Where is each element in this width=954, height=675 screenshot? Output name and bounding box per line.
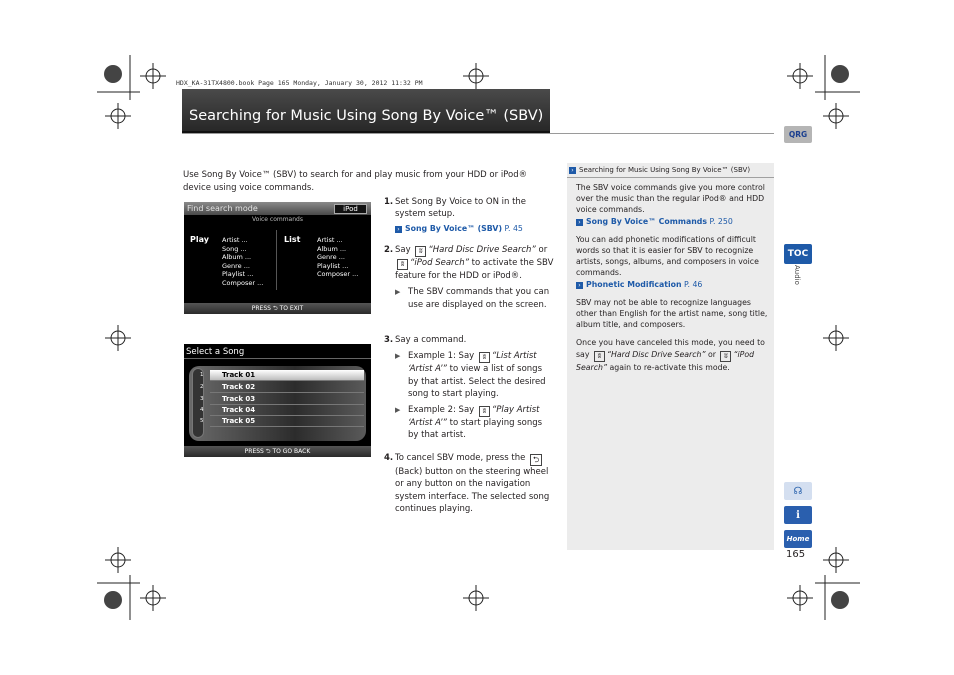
step-text: Say	[395, 245, 414, 255]
list-item: Artist ...	[317, 236, 343, 244]
step-text: to view a list of songs by that artist. Select the desired song to start playing.	[408, 364, 546, 399]
voice-command: “iPod Search”	[410, 258, 469, 268]
link-label: Song By Voice™ Commands	[586, 216, 707, 226]
link-page: P. 46	[681, 279, 703, 289]
track-number: 3	[200, 396, 204, 402]
bullet-note: ▶ The SBV commands that you can use are displayed on the screen.	[395, 286, 555, 311]
voice-commands-screen	[184, 202, 371, 314]
list-item: Album ...	[222, 253, 252, 262]
step-text: (Back) button on the steering wheel or any button on the navigation system interface. The selected song continues playing.	[395, 467, 550, 514]
track-row	[200, 405, 364, 416]
track-number: 4	[200, 407, 204, 413]
step-text: in the system setup.	[395, 197, 527, 220]
step-number: 1.	[384, 197, 394, 207]
play-command-list	[222, 236, 263, 288]
step-text: to	[471, 197, 486, 207]
list-label: List	[284, 235, 301, 244]
talk-icon: ʬ	[479, 352, 490, 363]
title-bar	[182, 89, 550, 133]
page-title: Searching for Music Using Song By Voice™ (SBV)	[189, 108, 544, 124]
select-song-screen	[184, 344, 371, 457]
link-label: Phonetic Modification	[586, 279, 682, 289]
notes-title: Searching for Music Using Song By Voice™ (SBV)	[579, 166, 751, 174]
list-command-list	[317, 236, 358, 279]
link-arrow-icon: ›	[569, 167, 576, 174]
list-item: Composer ...	[317, 270, 359, 279]
section-label: Audio	[793, 265, 801, 285]
track-number: 2	[200, 384, 204, 390]
step-text: Say a command.	[395, 335, 467, 345]
voice-command: “iPod Search”	[576, 349, 755, 372]
step-text: Example 1: Say	[408, 351, 477, 362]
talk-icon: ʬ	[397, 259, 408, 270]
voice-command: “Hard Disc Drive Search”	[428, 245, 536, 255]
play-label: Play	[190, 235, 209, 244]
setting-value: ON	[485, 197, 499, 207]
list-item: Genre ...	[317, 253, 345, 262]
step-text: Example 2: Say	[408, 405, 477, 416]
info-button[interactable]	[784, 506, 812, 524]
list-item: Artist ...	[222, 236, 248, 244]
step-number: 3.	[384, 335, 394, 345]
note-text: again to re-activate this mode.	[607, 362, 730, 372]
track-name: Track 03	[222, 395, 256, 403]
notes-body	[576, 182, 769, 380]
link-label: Song By Voice™ (SBV)	[405, 223, 503, 233]
list-item: Genre ...	[222, 261, 250, 270]
screen-title: Select a Song	[186, 347, 245, 357]
back-icon: ⮌	[530, 454, 542, 466]
talk-icon: ʬ	[594, 351, 605, 362]
track-name: Track 01	[222, 371, 256, 379]
track-name: Track 02	[222, 383, 256, 391]
voice-command-button[interactable]	[784, 482, 812, 500]
note-text: The SBV voice commands give you more control over the music than the regular iPod® and HDD voice commands.	[576, 183, 765, 215]
link-sbv-setup[interactable]	[395, 223, 555, 235]
list-item: Playlist ...	[317, 261, 349, 270]
list-item: Playlist ...	[222, 270, 254, 279]
note-text: or	[705, 349, 719, 359]
step-number: 4.	[384, 453, 394, 463]
page-number: 165	[786, 549, 806, 560]
talk-icon: ʬ	[479, 406, 490, 417]
print-metadata: HDX_KA-31TX4800.book Page 165 Monday, January 30, 2012 11:32 PM	[176, 79, 423, 87]
list-item: Album ...	[317, 244, 347, 253]
step-text: to start playing songs by that artist.	[408, 418, 543, 441]
voice-command: “List Artist ‘Artist A’”	[408, 351, 537, 375]
info-icon: i	[796, 509, 800, 521]
notes-header	[567, 163, 774, 178]
setting-name: Song By Voice	[411, 197, 472, 207]
talk-icon: ʬ	[720, 351, 731, 362]
screen-header	[184, 202, 371, 215]
notes-panel	[567, 163, 774, 550]
list-item: Song ...	[222, 244, 247, 253]
step-body	[395, 334, 555, 442]
track-number: 5	[200, 418, 204, 424]
step-text: To cancel SBV mode, press the	[395, 453, 529, 463]
step-body	[395, 244, 555, 311]
link-sbv-commands[interactable]	[576, 217, 733, 226]
note-text: SBV may not be able to recognize languages other than English for the artist name, song title, album title, and composers.	[576, 297, 768, 330]
step-body	[395, 452, 555, 515]
track-row	[200, 394, 364, 405]
scrollbar	[192, 368, 204, 438]
step-text: or	[535, 245, 548, 255]
screen-footer: PRESS ⮌ TO EXIT	[184, 303, 371, 314]
example-1	[395, 350, 555, 400]
voice-command: “Play Artist ‘Artist A’”	[408, 405, 540, 429]
home-button[interactable]	[784, 530, 812, 548]
track-number: 1	[200, 372, 204, 378]
talk-icon: ʬ	[415, 246, 426, 257]
step-body	[395, 196, 555, 235]
title-rule	[182, 133, 774, 134]
note-text: Once you have canceled this mode, you need to say	[576, 338, 765, 359]
example-2	[395, 404, 555, 442]
link-phonetic-modification[interactable]	[576, 280, 702, 289]
track-row	[200, 370, 364, 381]
screen-footer: PRESS ⮌ TO GO BACK	[184, 446, 371, 457]
link-arrow-icon: ›	[395, 226, 402, 233]
track-name: Track 04	[222, 406, 256, 414]
step-number: 2.	[384, 245, 394, 255]
track-row	[200, 416, 364, 427]
screen-header	[184, 344, 371, 359]
link-arrow-icon: ›	[576, 282, 583, 289]
screen-subtitle: Voice commands	[252, 216, 303, 223]
screen-title: Find search mode	[187, 204, 258, 213]
home-label: Home	[786, 535, 810, 543]
step-text: Set	[395, 197, 412, 207]
voice-command: “Hard Disc Drive Search”	[606, 349, 706, 359]
list-item: Composer ...	[222, 278, 264, 287]
toc-tab[interactable]: TOC	[784, 244, 812, 264]
column-divider	[276, 230, 277, 290]
ipod-badge: iPod	[334, 204, 367, 214]
track-row	[200, 382, 364, 393]
note-text: You can add phonetic modifications of difficult words so that it is easier for SBV to recognize artists, songs, albums, and composers in voice commands.	[576, 234, 759, 278]
link-arrow-icon: ›	[576, 219, 583, 226]
qrg-tab[interactable]: QRG	[784, 126, 812, 143]
voice-command-icon: ☊	[793, 485, 803, 497]
track-name: Track 05	[222, 417, 256, 425]
intro-text: Use Song By Voice™ (SBV) to search for and play music from your HDD or iPod® device using voice commands.	[183, 170, 528, 193]
step-text: to activate the SBV feature for the HDD or iPod®.	[395, 258, 554, 281]
link-page: P. 45	[502, 223, 523, 233]
link-page: P. 250	[706, 216, 733, 226]
